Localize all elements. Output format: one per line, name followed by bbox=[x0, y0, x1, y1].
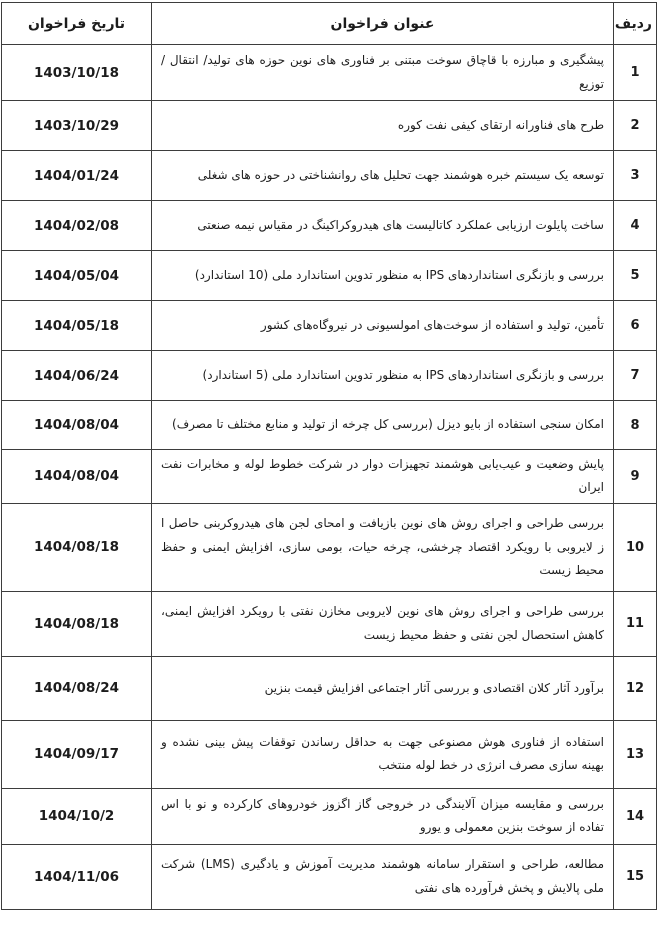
call-date-cell: 1404/06/24 bbox=[2, 351, 152, 401]
col-header-call-title: عنوان فراخوان bbox=[152, 3, 614, 45]
header-row bbox=[2, 3, 657, 45]
table-row bbox=[2, 301, 657, 351]
row-number-cell: 9 bbox=[614, 450, 657, 504]
table-row bbox=[2, 151, 657, 201]
call-date-cell: 1403/10/18 bbox=[2, 45, 152, 101]
row-number-cell: 14 bbox=[614, 788, 657, 844]
call-title-cell: بررسی طراحی و اجرای روش های نوین بازیافت و امحای لجن های هیدروکربنی حاصل ا ز لایروبی با رویکرد اقتصاد چرخشی، چرخه حیات، بومی سازی، افزایش ایمنی و حفظ محیط زیست bbox=[152, 503, 614, 591]
table-row bbox=[2, 591, 657, 656]
table-row bbox=[2, 401, 657, 450]
row-number-cell: 4 bbox=[614, 201, 657, 251]
table-row bbox=[2, 788, 657, 844]
row-number-cell: 11 bbox=[614, 591, 657, 656]
call-title-cell: ساخت پایلوت ارزیابی عملکرد کاتالیست های هیدروکراکینگ در مقیاس نیمه صنعتی bbox=[152, 201, 614, 251]
table-row bbox=[2, 45, 657, 101]
call-date-cell: 1404/08/18 bbox=[2, 503, 152, 591]
call-title-cell: مطالعه، طراحی و استقرار سامانه هوشمند مدیریت آموزش و یادگیری (LMS) شرکت ملی پالایش و پخش فرآورده های نفتی bbox=[152, 844, 614, 909]
row-number-cell: 8 bbox=[614, 401, 657, 450]
call-title-cell: پایش وضعیت و عیب‌یابی هوشمند تجهیزات دوار در شرکت خطوط لوله و مخابرات نفت ایران bbox=[152, 450, 614, 504]
row-number-cell: 15 bbox=[614, 844, 657, 909]
table-row bbox=[2, 844, 657, 909]
call-title-cell: تأمین، تولید و استفاده از سوخت‌های امولسیونی در نیروگاه‌های کشور bbox=[152, 301, 614, 351]
call-date-cell: 1404/05/04 bbox=[2, 251, 152, 301]
calls-table bbox=[1, 2, 657, 910]
call-title-cell: بررسی و بازنگری استانداردهای IPS به منظور تدوین استاندارد ملی (10 استاندارد) bbox=[152, 251, 614, 301]
row-number-cell: 10 bbox=[614, 503, 657, 591]
call-title-cell: طرح های فناورانه ارتقای کیفی نفت کوره bbox=[152, 101, 614, 151]
table-row bbox=[2, 251, 657, 301]
call-date-cell: 1404/09/17 bbox=[2, 720, 152, 788]
table-row bbox=[2, 656, 657, 720]
row-number-cell: 3 bbox=[614, 151, 657, 201]
table-row bbox=[2, 101, 657, 151]
col-header-row-number: ردیف bbox=[614, 3, 657, 45]
row-number-cell: 2 bbox=[614, 101, 657, 151]
call-date-cell: 1403/10/29 bbox=[2, 101, 152, 151]
call-title-cell: استفاده از فناوری هوش مصنوعی جهت به حداقل رساندن توقفات پیش بینی نشده و بهینه سازی مصرف انرژی در خط لوله منتخب bbox=[152, 720, 614, 788]
table-body bbox=[2, 45, 657, 910]
call-date-cell: 1404/08/18 bbox=[2, 591, 152, 656]
call-date-cell: 1404/11/06 bbox=[2, 844, 152, 909]
row-number-cell: 12 bbox=[614, 656, 657, 720]
call-date-cell: 1404/05/18 bbox=[2, 301, 152, 351]
row-number-cell: 7 bbox=[614, 351, 657, 401]
call-title-cell: بررسی و مقایسه میزان آلایندگی در خروجی گاز اگزوز خودروهای کارکرده و نو با اس تفاده از سوخت بنزین معمولی و یورو bbox=[152, 788, 614, 844]
call-title-cell: بررسی و بازنگری استانداردهای IPS به منظور تدوین استاندارد ملی (5 استاندارد) bbox=[152, 351, 614, 401]
table-row bbox=[2, 201, 657, 251]
call-title-cell: برآورد آثار کلان اقتصادی و بررسی آثار اجتماعی افزایش قیمت بنزین bbox=[152, 656, 614, 720]
call-title-cell: توسعه یک سیستم خبره هوشمند جهت تحلیل های روانشناختی در حوزه های شغلی bbox=[152, 151, 614, 201]
table-row bbox=[2, 503, 657, 591]
table-row bbox=[2, 720, 657, 788]
col-header-call-date: تاریخ فراخوان bbox=[2, 3, 152, 45]
row-number-cell: 1 bbox=[614, 45, 657, 101]
call-date-cell: 1404/08/24 bbox=[2, 656, 152, 720]
row-number-cell: 5 bbox=[614, 251, 657, 301]
table-row bbox=[2, 450, 657, 504]
row-number-cell: 6 bbox=[614, 301, 657, 351]
row-number-cell: 13 bbox=[614, 720, 657, 788]
call-date-cell: 1404/01/24 bbox=[2, 151, 152, 201]
call-date-cell: 1404/02/08 bbox=[2, 201, 152, 251]
call-date-cell: 1404/10/2 bbox=[2, 788, 152, 844]
call-title-cell: امکان سنجی استفاده از بایو دیزل (بررسی کل چرخه از تولید و منابع مختلف تا مصرف) bbox=[152, 401, 614, 450]
call-date-cell: 1404/08/04 bbox=[2, 401, 152, 450]
call-title-cell: پیشگیری و مبارزه با قاچاق سوخت مبتنی بر فناوری های نوین حوزه های تولید/ انتقال / توزیع bbox=[152, 45, 614, 101]
call-title-cell: بررسی طراحی و اجرای روش های نوین لایروبی مخازن نفتی با رویکرد افزایش ایمنی، کاهش استحصال لجن نفتی و حفظ محیط زیست bbox=[152, 591, 614, 656]
call-date-cell: 1404/08/04 bbox=[2, 450, 152, 504]
table-row bbox=[2, 351, 657, 401]
